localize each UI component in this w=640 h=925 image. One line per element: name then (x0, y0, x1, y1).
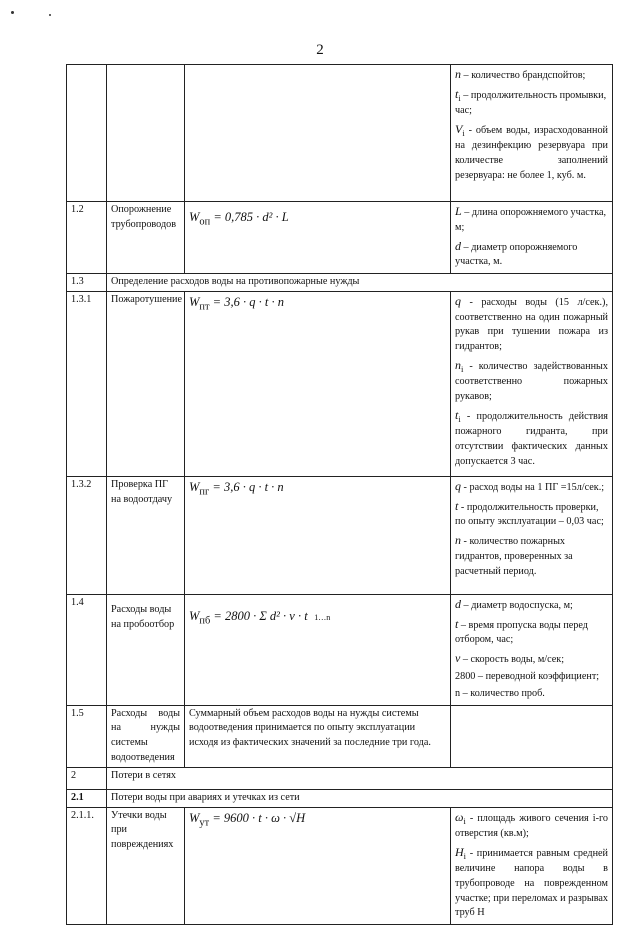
row-number: 1.4 (67, 594, 107, 705)
definition-item: $\omega_i$ - площадь живого сечения i-го отверстия (кв.м); (455, 809, 608, 839)
table-row (67, 202, 613, 274)
row-name: Расходы воды на нужды системы водоотведения (107, 705, 185, 767)
definition-item: q - расходы воды (15 л/сек.), соответственно на один пожарный рукав при тушении пожара из гидрантов; (455, 293, 608, 353)
scan-speck (11, 11, 14, 14)
definition-item: $t_i$ – продолжительность промывки, час; (455, 86, 607, 117)
section-title: Потери воды при авариях и утечках из сети (107, 789, 613, 807)
formula: $W_{оп} = 0,785 \cdot d^2 \cdot L$ (189, 210, 289, 228)
row-number: 1.3.2 (67, 476, 107, 594)
section-title: Потери в сетях (107, 767, 613, 789)
definition-item: $t_i$ - продолжительность действия пожарного гидранта, при отсутствии фактических данных допускается 3 час. (455, 407, 608, 467)
formula: $W_{ут} = 9600 \cdot t \cdot \omega \cdot √H$ (189, 810, 306, 828)
row-number: 1.5 (67, 705, 107, 767)
row-number: 1.2 (67, 202, 107, 274)
table-row (67, 807, 613, 925)
definition-item: v – скорость воды, м/сек; (455, 651, 565, 666)
table-row (67, 274, 613, 292)
table-row (67, 476, 613, 594)
definitions-cell (451, 202, 613, 274)
definition-item: 2800 – переводной коэффициент; (455, 671, 600, 683)
definitions-cell (451, 476, 613, 594)
row-name: Опорожнение трубопроводов (107, 202, 185, 274)
definition-item: d – диаметр опорожняемого участка, м. (455, 238, 578, 268)
row-number: 2.1 (67, 789, 107, 807)
table-row (67, 705, 613, 767)
row-name: Проверка ПГ на водоотдачу (107, 476, 185, 594)
row-number: 2 (67, 767, 107, 789)
definition-item: $H_i$ - принимается равным средней величине напора воды в трубопроводе на поврежденном участке; при переломах и разрывах труб Н (455, 844, 608, 919)
definition-item: q - расход воды на 1 ПГ =15л/сек.; (455, 478, 605, 493)
formula-cell (185, 476, 451, 594)
formula-cell (185, 594, 451, 705)
definitions-cell (451, 291, 613, 476)
page-number: 2 (316, 42, 324, 58)
definition-item: $n_i$ - количество задействованных соответственно пожарных рукавов; (455, 358, 608, 403)
row-number: 1.3.1 (67, 291, 107, 476)
definition-item: L – длина опорожняемого участка, м; (455, 204, 607, 233)
definition-item: t - продолжительность проверки, по опыту эксплуатации – 0,03 час; (455, 498, 604, 528)
definitions-cell (451, 65, 613, 202)
definitions-cell (451, 807, 613, 925)
table-row (67, 789, 613, 807)
definition-item: n – количество брандспойтов; (455, 67, 586, 81)
row-number: 1.3 (67, 274, 107, 292)
calculation-table (66, 64, 613, 925)
definition-item: n - количество пожарных гидрантов, проверенных за расчетный период. (455, 533, 573, 577)
definition-item: $V_i$ - объем воды, израсходованной на дезинфекцию резервуара при количестве заполнений резервуара: не более 1, куб. м. (455, 121, 608, 181)
section-title: Определение расходов воды на противопожарные нужды (107, 274, 613, 292)
scan-speck (49, 14, 51, 16)
definition-item: t – время пропуска воды перед отбором, час; (455, 616, 588, 646)
formula: $W_{пт} = 3,6 \cdot q \cdot t \cdot n$ (189, 294, 284, 313)
formula: $W_{пг} = 3,6 \cdot q \cdot t \cdot n$ (189, 479, 284, 498)
sum-limits: 1…n (314, 612, 331, 622)
description-cell: Суммарный объем расходов воды на нужды системы водоотведения принимается по опыту эксплуатации исходя из фактических значений за последние три года. (185, 705, 451, 767)
row-name: Расходы воды на пробоотбор (107, 594, 185, 705)
definition-item: n – количество проб. (455, 687, 545, 699)
table-row (67, 291, 613, 476)
table-row (67, 65, 613, 202)
definition-item: d – диаметр водоспуска, м; (455, 596, 573, 611)
table-row (67, 767, 613, 789)
row-name: Пожаротушение (107, 291, 185, 476)
row-name: Утечки воды при повреждениях (107, 807, 185, 925)
definitions-cell (451, 594, 613, 705)
formula-cell (185, 291, 451, 476)
formula-cell (185, 807, 451, 925)
row-number: 2.1.1. (67, 807, 107, 925)
table-row (67, 594, 613, 705)
formula: $W_{пб} = 2800 \cdot \Sigma$ d² · v · t (189, 608, 308, 627)
formula-cell (185, 202, 451, 274)
